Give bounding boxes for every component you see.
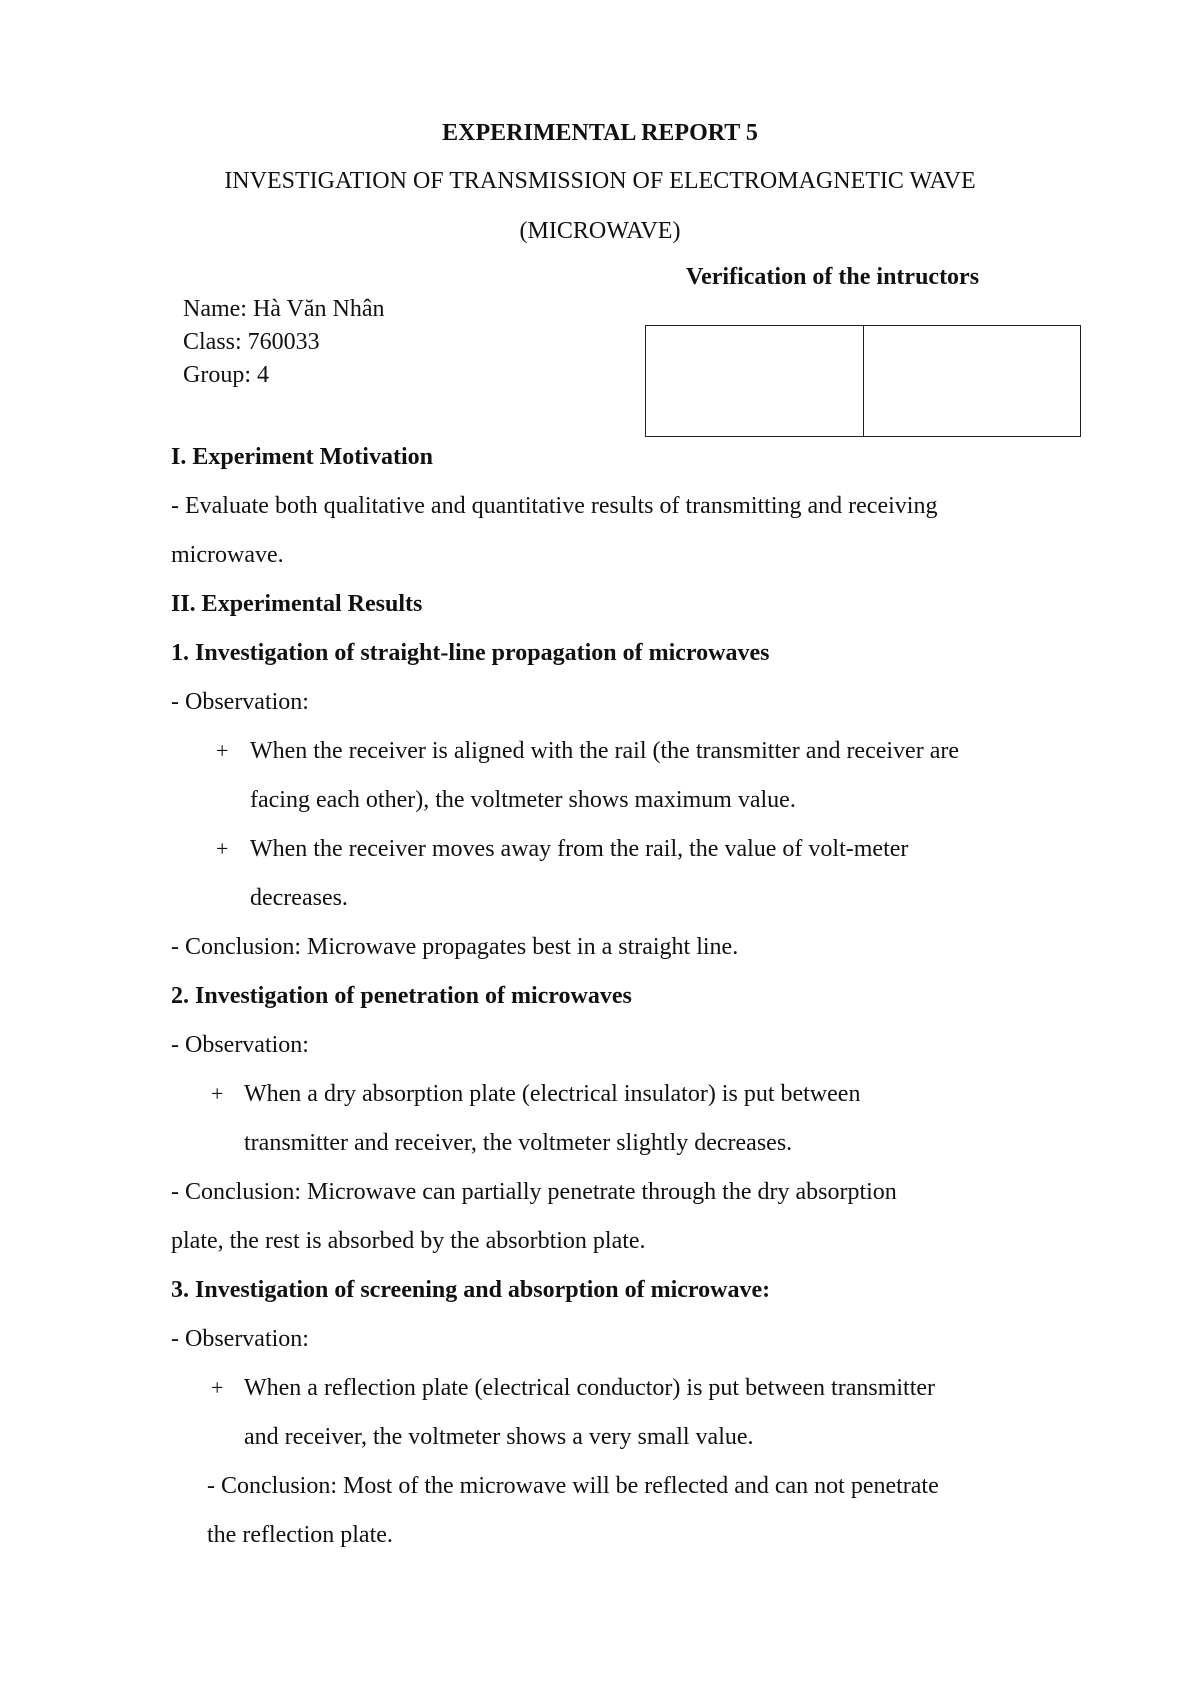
subsection1-observation: - Observation: xyxy=(171,689,309,715)
subsection2-bullet1-line1: When a dry absorption plate (electrical insulator) is put between xyxy=(244,1081,861,1107)
subsection3-observation: - Observation: xyxy=(171,1326,309,1352)
report-title: EXPERIMENTAL REPORT 5 xyxy=(442,120,758,146)
verification-cell-right xyxy=(864,326,1080,436)
section-results-heading: II. Experimental Results xyxy=(171,591,423,617)
bullet-plus: + xyxy=(216,738,229,763)
verification-box xyxy=(645,325,1081,437)
section-motivation-heading: I. Experiment Motivation xyxy=(171,444,433,470)
bullet-plus: + xyxy=(211,1375,224,1400)
report-subtitle-line2: (MICROWAVE) xyxy=(519,218,681,244)
subsection1-heading: 1. Investigation of straight-line propagation of microwaves xyxy=(171,640,770,666)
subsection2-bullet1-line2: transmitter and receiver, the voltmeter slightly decreases. xyxy=(244,1130,793,1156)
verification-label: Verification of the intructors xyxy=(686,264,980,290)
bullet-plus: + xyxy=(216,836,229,861)
motivation-text-line2: microwave. xyxy=(171,542,284,568)
subsection2-heading: 2. Investigation of penetration of microwaves xyxy=(171,983,632,1009)
subsection2-observation: - Observation: xyxy=(171,1032,309,1058)
subsection1-bullet1-line2: facing each other), the voltmeter shows maximum value. xyxy=(250,787,796,813)
student-name: Name: Hà Văn Nhân xyxy=(183,296,385,322)
subsection1-bullet2-line1: When the receiver moves away from the rail, the value of volt-meter xyxy=(250,836,909,862)
subsection3-heading: 3. Investigation of screening and absorption of microwave: xyxy=(171,1277,771,1303)
subsection2-conclusion-line1: - Conclusion: Microwave can partially penetrate through the dry absorption xyxy=(171,1179,897,1205)
subsection3-conclusion-line1: - Conclusion: Most of the microwave will be reflected and can not penetrate xyxy=(207,1473,939,1499)
subsection1-bullet2-line2: decreases. xyxy=(250,885,348,911)
student-class: Class: 760033 xyxy=(183,329,320,355)
subsection1-conclusion: - Conclusion: Microwave propagates best in a straight line. xyxy=(171,934,739,960)
subsection2-conclusion-line2: plate, the rest is absorbed by the absorbtion plate. xyxy=(171,1228,646,1254)
verification-cell-left xyxy=(646,326,863,436)
report-subtitle-line1: INVESTIGATION OF TRANSMISSION OF ELECTROMAGNETIC WAVE xyxy=(224,168,976,194)
subsection3-bullet1-line2: and receiver, the voltmeter shows a very small value. xyxy=(244,1424,754,1450)
bullet-plus: + xyxy=(211,1081,224,1106)
student-group: Group: 4 xyxy=(183,362,269,388)
subsection3-conclusion-line2: the reflection plate. xyxy=(207,1522,393,1548)
motivation-text-line1: - Evaluate both qualitative and quantitative results of transmitting and receiving xyxy=(171,493,938,519)
subsection1-bullet1-line1: When the receiver is aligned with the rail (the transmitter and receiver are xyxy=(250,738,959,764)
subsection3-bullet1-line1: When a reflection plate (electrical conductor) is put between transmitter xyxy=(244,1375,936,1401)
